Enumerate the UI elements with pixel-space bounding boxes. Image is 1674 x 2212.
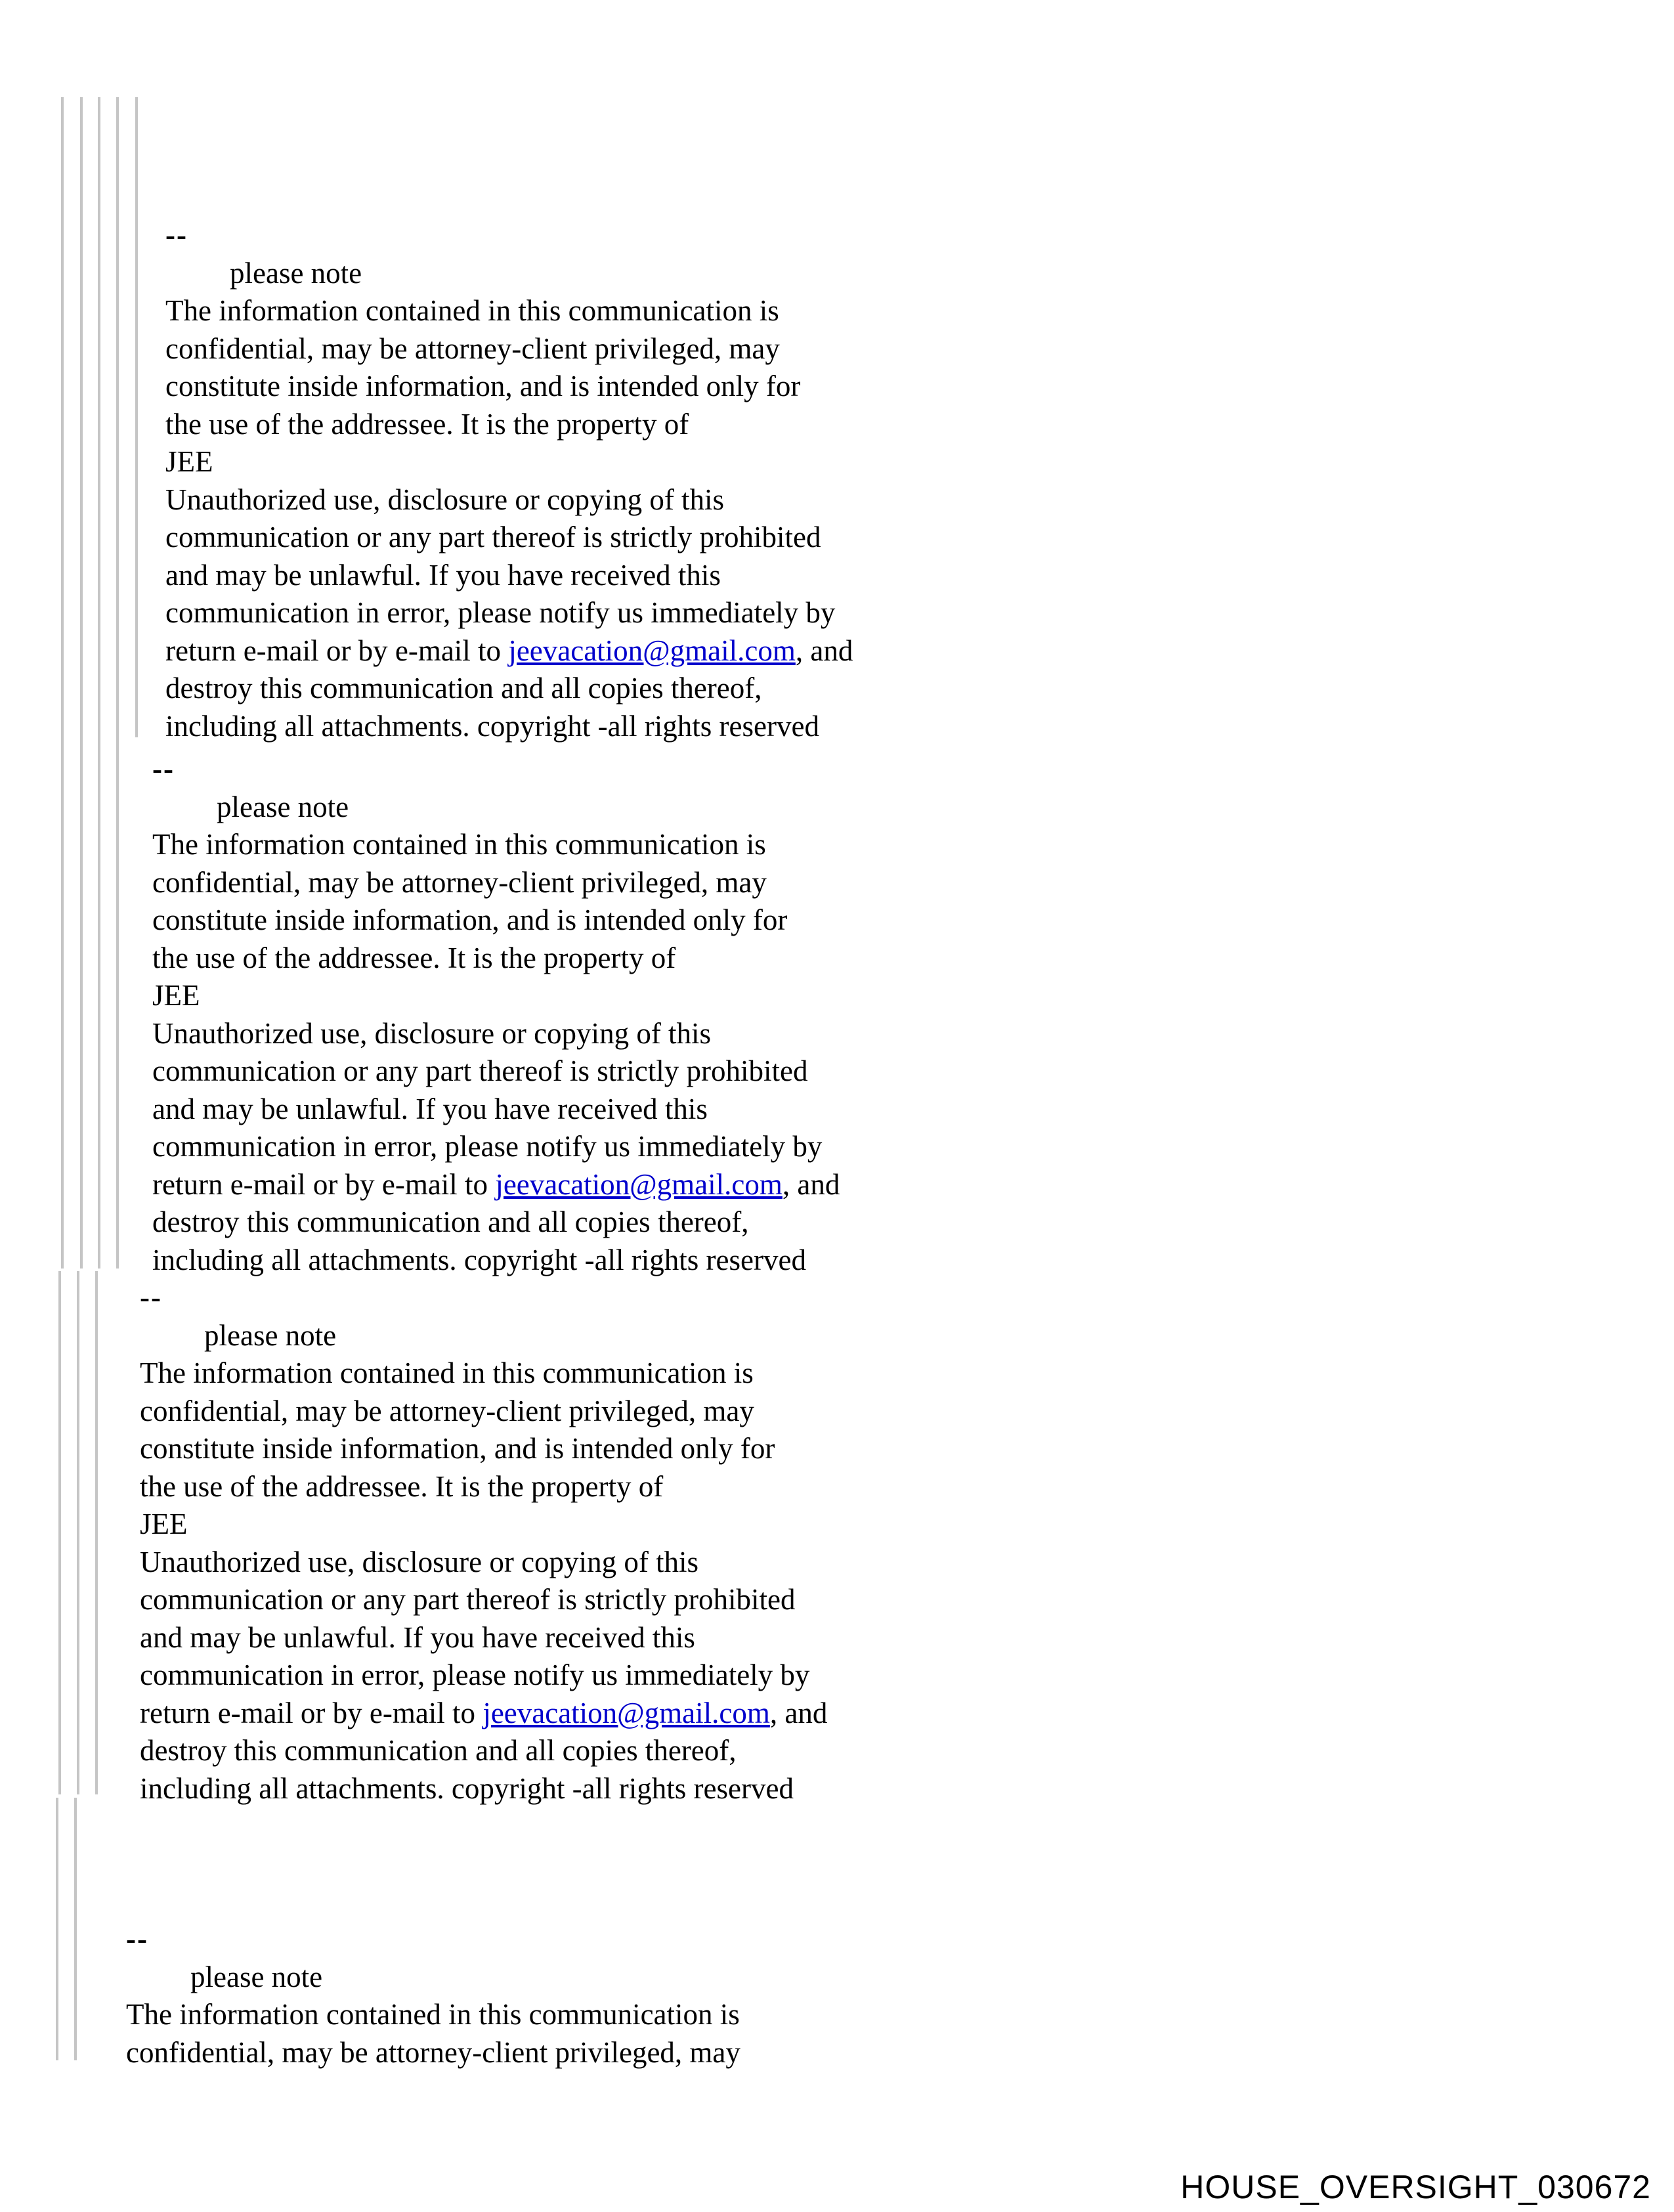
disclaimer-line: The information contained in this communication is: [126, 1998, 740, 2031]
quote-bar-g1-1: [61, 97, 64, 1269]
disclaimer-line: and may be unlawful. If you have received this: [165, 558, 721, 592]
disclaimer-line: Unauthorized use, disclosure or copying of this: [152, 1016, 712, 1050]
link-line-suffix: , and: [769, 1696, 828, 1729]
disclaimer-line: confidential, may be attorney-client privileged, may: [152, 865, 767, 899]
email-link[interactable]: jeevacation@gmail.com: [483, 1696, 770, 1729]
link-line-suffix: , and: [795, 634, 853, 667]
disclaimer-line: communication or any part thereof is strictly prohibited: [140, 1583, 796, 1616]
disclaimer-line: and may be unlawful. If you have received this: [152, 1092, 708, 1125]
quote-bar-g4-1: [56, 1798, 58, 2060]
bates-stamp-label: HOUSE_OVERSIGHT_030672: [1180, 2169, 1651, 2205]
signature-separator: --: [126, 1922, 148, 1955]
disclaimer-block-2: [152, 750, 840, 1279]
disclaimer-block-1: [165, 217, 853, 745]
disclaimer-line: and may be unlawful. If you have received this: [140, 1620, 695, 1654]
quote-bar-g2-1: [135, 97, 138, 737]
link-line-prefix: return e-mail or by e-mail to: [165, 634, 509, 667]
disclaimer-line: the use of the addressee. It is the property of: [140, 1469, 664, 1503]
disclaimer-line: The information contained in this communication is: [165, 294, 779, 327]
disclaimer-line: JEE: [140, 1507, 188, 1540]
quote-bar-g3-2: [77, 1271, 79, 1794]
disclaimer-heading: please note: [217, 790, 349, 823]
disclaimer-line: communication in error, please notify us immediately by: [152, 1130, 823, 1163]
quote-bar-g3-3: [95, 1271, 98, 1794]
disclaimer-line: Unauthorized use, disclosure or copying of this: [165, 483, 725, 516]
disclaimer-line: the use of the addressee. It is the property of: [165, 407, 689, 441]
quote-bar-g1-2: [80, 97, 83, 1269]
disclaimer-line: communication in error, please notify us immediately by: [165, 596, 836, 629]
disclaimer-line: JEE: [165, 445, 213, 478]
disclaimer-line: Unauthorized use, disclosure or copying of this: [140, 1545, 699, 1578]
disclaimer-line: destroy this communication and all copies thereof,: [152, 1205, 749, 1238]
link-line-prefix: return e-mail or by e-mail to: [140, 1696, 483, 1729]
disclaimer-line: JEE: [152, 979, 200, 1012]
disclaimer-heading: please note: [204, 1318, 337, 1352]
disclaimer-line: including all attachments. copyright -all rights reserved: [152, 1243, 806, 1276]
disclaimer-heading: please note: [230, 256, 362, 290]
disclaimer-line: communication or any part thereof is strictly prohibited: [152, 1054, 808, 1087]
email-link[interactable]: jeevacation@gmail.com: [495, 1167, 783, 1201]
quote-bar-g4-2: [74, 1798, 77, 2060]
disclaimer-line: communication or any part thereof is strictly prohibited: [165, 521, 821, 553]
disclaimer-block-3: [140, 1279, 827, 1808]
signature-separator: --: [140, 1281, 162, 1314]
disclaimer-line: including all attachments. copyright -all rights reserved: [140, 1771, 794, 1805]
disclaimer-heading: please note: [190, 1960, 323, 1993]
disclaimer-line: including all attachments. copyright -all rights reserved: [165, 709, 819, 743]
disclaimer-line-with-link: [140, 1695, 827, 1733]
disclaimer-line: constitute inside information, and is intended only for: [152, 903, 788, 936]
disclaimer-line: The information contained in this communication is: [152, 828, 766, 861]
disclaimer-line-with-link: [165, 632, 853, 670]
disclaimer-line: communication in error, please notify us immediately by: [140, 1659, 810, 1691]
disclaimer-line: destroy this communication and all copies thereof,: [140, 1734, 737, 1767]
disclaimer-line: the use of the addressee. It is the property of: [152, 941, 676, 974]
disclaimer-line: constitute inside information, and is intended only for: [140, 1432, 775, 1465]
signature-separator: --: [165, 219, 188, 251]
link-line-suffix: , and: [782, 1167, 840, 1201]
disclaimer-line: confidential, may be attorney-client privileged, may: [126, 2035, 740, 2069]
disclaimer-block-4: [126, 1920, 740, 2071]
disclaimer-line: confidential, may be attorney-client privileged, may: [140, 1394, 754, 1427]
disclaimer-line-with-link: [152, 1166, 840, 1204]
signature-separator: --: [152, 752, 175, 785]
disclaimer-line: The information contained in this communication is: [140, 1356, 754, 1389]
quote-bar-g1-4: [116, 97, 119, 1269]
email-link[interactable]: jeevacation@gmail.com: [508, 634, 796, 667]
quote-bar-g3-1: [58, 1271, 61, 1794]
quote-bar-g1-3: [98, 97, 100, 1269]
link-line-prefix: return e-mail or by e-mail to: [152, 1167, 496, 1201]
disclaimer-line: destroy this communication and all copies thereof,: [165, 672, 762, 705]
disclaimer-line: confidential, may be attorney-client privileged, may: [165, 332, 780, 365]
disclaimer-line: constitute inside information, and is intended only for: [165, 370, 801, 402]
